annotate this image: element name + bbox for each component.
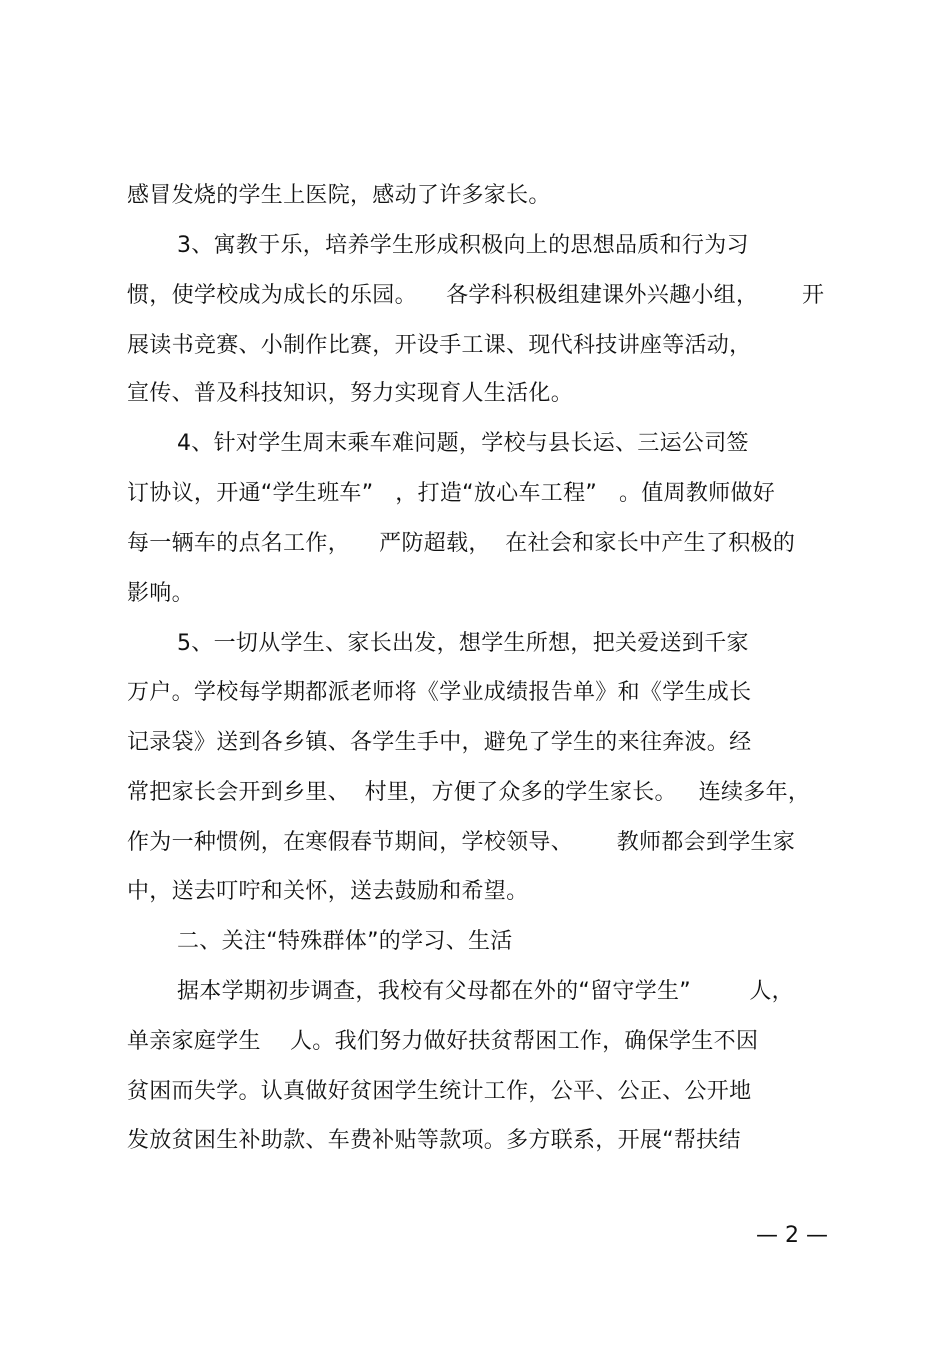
- section-heading: 二、关注“特殊群体”的学习、生活: [177, 929, 513, 954]
- text-line: 5、一切从学生、家长出发，想学生所想，把关爱送到千家: [177, 631, 749, 656]
- page-number: — 2 —: [756, 1223, 828, 1248]
- text-line: 单亲家庭学生 人。我们努力做好扶贫帮困工作，确保学生不因: [127, 1029, 759, 1054]
- text-line: 据本学期初步调查，我校有父母都在外的“留守学生” 人，: [177, 979, 794, 1004]
- text-line: 宣传、普及科技知识，努力实现育人生活化。: [127, 381, 574, 406]
- text-line: 记录袋》送到各乡镇、各学生手中，避免了学生的来往奔波。经: [127, 730, 752, 755]
- text-line: 万户。学校每学期都派老师将《学业成绩报告单》和《学生成长: [127, 680, 752, 705]
- text-line: 3、寓教于乐，培养学生形成积极向上的思想品质和行为习: [177, 233, 749, 258]
- text-line: 中，送去叮咛和关怀，送去鼓励和希望。: [127, 879, 529, 904]
- text-line: 发放贫困生补助款、车费补贴等款项。多方联系，开展“帮扶结: [127, 1128, 741, 1153]
- text-line: 感冒发烧的学生上医院，感动了许多家长。: [127, 183, 551, 208]
- text-line: 作为一种惯例，在寒假春节期间，学校领导、 教师都会到学生家: [127, 830, 796, 855]
- text-line: 常把家长会开到乡里、 村里，方便了众多的学生家长。 连续多年，: [127, 780, 811, 805]
- text-line: 4、针对学生周末乘车难问题，学校与县长运、三运公司签: [177, 431, 749, 456]
- text-line: 影响。: [127, 581, 194, 606]
- text-line: 订协议，开通“学生班车” ，打造“放心车工程” 。值周教师做好: [127, 481, 776, 506]
- text-line: 贫困而失学。认真做好贫困学生统计工作，公平、公正、公开地: [127, 1079, 752, 1104]
- text-line: 惯，使学校成为成长的乐园。 各学科积极组建课外兴趣小组， 开: [127, 283, 825, 308]
- text-line: 每一辆车的点名工作， 严防超载， 在社会和家长中产生了积极的: [127, 531, 796, 556]
- text-line: 展读书竞赛、小制作比赛，开设手工课、现代科技讲座等活动，: [127, 333, 752, 358]
